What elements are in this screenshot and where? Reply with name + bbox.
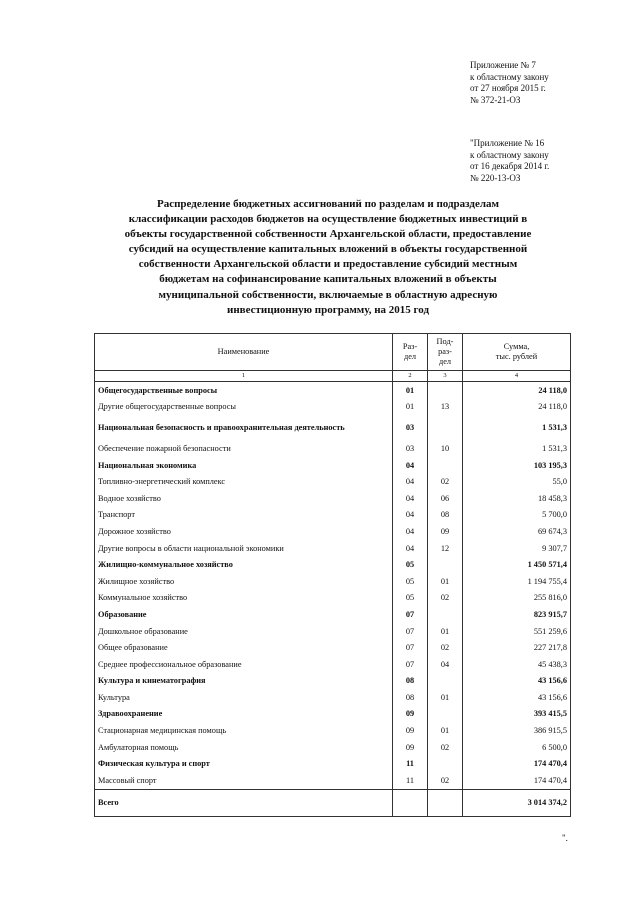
column-number: 4 (463, 371, 571, 382)
title-line: Распределение бюджетных ассигнований по разделам и подразделам (156, 198, 499, 210)
row-name: Национальная экономика (95, 457, 393, 474)
row-section: 07 (393, 623, 428, 640)
column-number: 2 (393, 371, 428, 382)
row-subsection: 01 (428, 722, 463, 739)
row-subsection (428, 706, 463, 723)
title-line: классификации расходов бюджетов на осуществление бюджетных инвестиций в (128, 213, 528, 226)
row-sum: 551 259,6 (463, 623, 571, 640)
header-subsection: Под- раз- дел (428, 334, 463, 371)
row-subsection (428, 382, 463, 399)
row-section: 09 (393, 706, 428, 723)
title-line: муниципальной собственности, включаемые в областную адресную (158, 288, 498, 301)
annex-reference-current (470, 60, 549, 106)
subsection-row (95, 540, 571, 557)
section-row (95, 457, 571, 474)
title-line: субсидий на осуществление капитальных вложений в объекты государственной (128, 243, 528, 256)
annex-line: Приложение № 7 (470, 60, 536, 70)
subsection-row (95, 473, 571, 490)
row-sum: 43 156,6 (463, 673, 571, 690)
row-subsection: 06 (428, 490, 463, 507)
row-subsection (428, 556, 463, 573)
row-sum: 9 307,7 (463, 540, 571, 557)
row-sum: 24 118,0 (463, 399, 571, 416)
title-line: инвестиционную программу, на 2015 год (226, 303, 430, 316)
row-subsection: 13 (428, 399, 463, 416)
row-sum: 55,0 (463, 473, 571, 490)
row-subsection: 02 (428, 739, 463, 756)
row-section: 04 (393, 457, 428, 474)
total-sum: 3 014 374,2 (463, 789, 571, 816)
row-sum: 18 458,3 (463, 490, 571, 507)
row-sum: 1 531,3 (463, 440, 571, 457)
subsection-row (95, 490, 571, 507)
subsection-row (95, 639, 571, 656)
row-name: Другие вопросы в области национальной экономики (95, 540, 393, 557)
row-subsection: 01 (428, 623, 463, 640)
title-line: бюджетам на софинансирование капитальных вложений в объекты (159, 273, 497, 286)
subsection-row (95, 399, 571, 416)
section-row (95, 556, 571, 573)
row-name: Национальная безопасность и правоохранительная деятельность (95, 415, 393, 440)
subsection-row (95, 623, 571, 640)
title-line: объекты государственной собственности Архангельской области, предоставление (124, 228, 532, 241)
row-section: 01 (393, 382, 428, 399)
row-name: Дошкольное образование (95, 623, 393, 640)
annex-line: № 220-13-ОЗ (470, 172, 521, 183)
total-name: Всего (95, 789, 393, 816)
row-section: 05 (393, 590, 428, 607)
annex-line: № 372-21-ОЗ (470, 94, 521, 105)
row-sum: 174 470,4 (463, 755, 571, 772)
row-subsection: 02 (428, 473, 463, 490)
row-subsection: 02 (428, 772, 463, 789)
row-sum: 6 500,0 (463, 739, 571, 756)
row-name: Культура (95, 689, 393, 706)
row-sum: 1 531,3 (463, 415, 571, 440)
column-number: 3 (428, 371, 463, 382)
subsection-row (95, 772, 571, 789)
section-row (95, 606, 571, 623)
row-section: 01 (393, 399, 428, 416)
row-section: 07 (393, 656, 428, 673)
row-subsection (428, 606, 463, 623)
closing-quote-mark: ". (562, 833, 568, 843)
column-number: 1 (95, 371, 393, 382)
section-row (95, 415, 571, 440)
budget-allocation-table (94, 333, 571, 817)
subsection-row (95, 507, 571, 524)
subsection-row (95, 656, 571, 673)
row-subsection: 01 (428, 573, 463, 590)
row-sum: 43 156,6 (463, 689, 571, 706)
row-name: Водное хозяйство (95, 490, 393, 507)
row-section: 04 (393, 523, 428, 540)
row-section: 11 (393, 755, 428, 772)
row-section: 05 (393, 573, 428, 590)
row-name: Амбулаторная помощь (95, 739, 393, 756)
header-sum: Сумма, тыс. рублей (463, 334, 571, 371)
row-subsection: 04 (428, 656, 463, 673)
row-name: Жилищно-коммунальное хозяйство (95, 556, 393, 573)
row-name: Здравоохранение (95, 706, 393, 723)
row-sum: 823 915,7 (463, 606, 571, 623)
row-subsection: 01 (428, 689, 463, 706)
annex-reference-original (470, 138, 549, 184)
section-row (95, 382, 571, 399)
title-line: собственности Архангельской области и предоставление субсидий местным (138, 258, 518, 271)
row-section: 09 (393, 739, 428, 756)
subsection-row (95, 722, 571, 739)
row-subsection: 10 (428, 440, 463, 457)
row-sum: 255 816,0 (463, 590, 571, 607)
row-name: Образование (95, 606, 393, 623)
row-name: Коммунальное хозяйство (95, 590, 393, 607)
annex-line: к областному закону (470, 149, 549, 160)
row-section: 09 (393, 722, 428, 739)
header-section: Раз- дел (393, 334, 428, 371)
annex-line: "Приложение № 16 (470, 138, 545, 148)
annex-line: от 16 декабря 2014 г. (470, 161, 550, 171)
subsection-row (95, 573, 571, 590)
row-name: Стационарная медицинская помощь (95, 722, 393, 739)
row-sum: 386 915,5 (463, 722, 571, 739)
row-subsection (428, 457, 463, 474)
row-sum: 393 415,5 (463, 706, 571, 723)
row-name: Общегосударственные вопросы (95, 382, 393, 399)
section-row (95, 755, 571, 772)
row-section: 08 (393, 673, 428, 690)
subsection-row (95, 440, 571, 457)
row-subsection (428, 755, 463, 772)
row-section: 04 (393, 473, 428, 490)
total-subsection (428, 789, 463, 816)
row-section: 04 (393, 507, 428, 524)
row-name: Дорожное хозяйство (95, 523, 393, 540)
row-subsection (428, 673, 463, 690)
row-subsection (428, 415, 463, 440)
row-name: Топливно-энергетический комплекс (95, 473, 393, 490)
row-name: Обеспечение пожарной безопасности (95, 440, 393, 457)
row-subsection: 09 (428, 523, 463, 540)
subsection-row (95, 739, 571, 756)
row-sum: 1 450 571,4 (463, 556, 571, 573)
row-sum: 24 118,0 (463, 382, 571, 399)
row-subsection: 02 (428, 639, 463, 656)
table-header-row (95, 334, 571, 371)
row-section: 04 (393, 540, 428, 557)
document-title (88, 197, 568, 318)
row-section: 05 (393, 556, 428, 573)
row-name: Среднее профессиональное образование (95, 656, 393, 673)
row-sum: 69 674,3 (463, 523, 571, 540)
row-subsection: 08 (428, 507, 463, 524)
row-name: Другие общегосударственные вопросы (95, 399, 393, 416)
row-section: 08 (393, 689, 428, 706)
row-name: Массовый спорт (95, 772, 393, 789)
total-section (393, 789, 428, 816)
subsection-row (95, 523, 571, 540)
subsection-row (95, 689, 571, 706)
row-name: Жилищное хозяйство (95, 573, 393, 590)
section-row (95, 673, 571, 690)
row-section: 11 (393, 772, 428, 789)
row-sum: 227 217,8 (463, 639, 571, 656)
annex-line: от 27 ноября 2015 г. (470, 83, 546, 93)
row-section: 04 (393, 490, 428, 507)
section-row (95, 706, 571, 723)
annex-line: к областному закону (470, 71, 549, 82)
row-subsection: 12 (428, 540, 463, 557)
subsection-row (95, 590, 571, 607)
row-sum: 5 700,0 (463, 507, 571, 524)
row-name: Физическая культура и спорт (95, 755, 393, 772)
row-section: 07 (393, 606, 428, 623)
row-name: Общее образование (95, 639, 393, 656)
column-number-row (95, 371, 571, 382)
row-name: Культура и кинематография (95, 673, 393, 690)
header-name: Наименование (95, 334, 393, 371)
table-body (95, 382, 571, 817)
row-sum: 174 470,4 (463, 772, 571, 789)
row-sum: 45 438,3 (463, 656, 571, 673)
total-row (95, 789, 571, 816)
row-section: 03 (393, 440, 428, 457)
row-subsection: 02 (428, 590, 463, 607)
row-section: 03 (393, 415, 428, 440)
row-sum: 103 195,3 (463, 457, 571, 474)
row-name: Транспорт (95, 507, 393, 524)
row-section: 07 (393, 639, 428, 656)
row-sum: 1 194 755,4 (463, 573, 571, 590)
